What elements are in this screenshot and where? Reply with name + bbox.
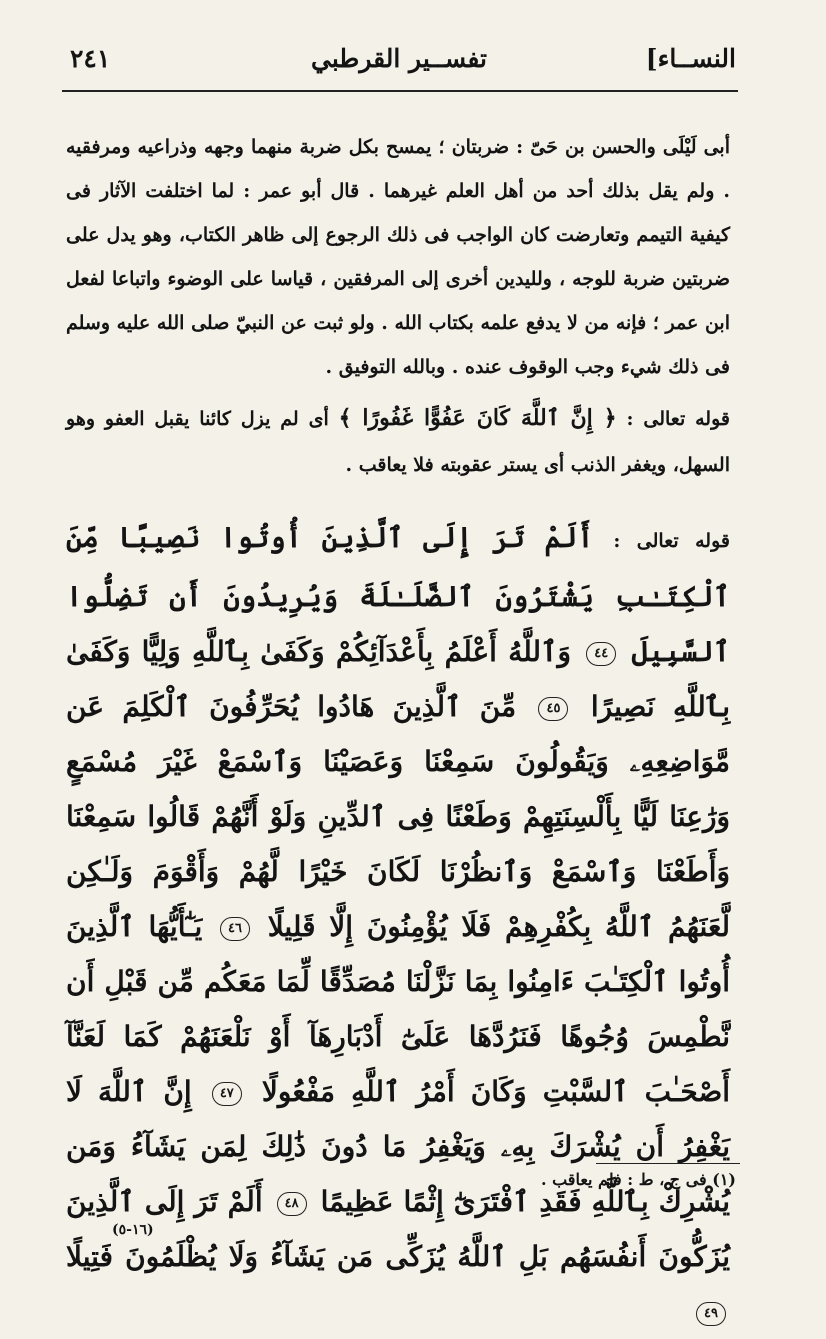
verse-number-marker: ٤٩ bbox=[696, 1302, 726, 1326]
verse-number-marker: ٤٨ bbox=[277, 1192, 307, 1216]
footnote: (١) فى ج ، ط : فلم يعاقب . bbox=[540, 1170, 736, 1189]
header-divider bbox=[62, 90, 738, 92]
commentary-2-intro: قوله تعالى : bbox=[626, 408, 730, 430]
verse-text: أَلَمْ تَرَ إِلَى ٱلَّذِينَ أُوتُوا نَصِيبًا مِّنَ ٱلْكِتَـٰبِ يَشْتَرُونَ ٱلضَّلَـٰلَةَ وَيُرِيدُونَ أَن تَضِلُّوا ٱلسَّبِيلَ bbox=[66, 521, 731, 668]
printer-signature: (١٦-٥) bbox=[112, 1222, 154, 1238]
verse-number-marker: ٤٧ bbox=[212, 1082, 242, 1106]
verse-text: يَـٰٓأَيُّهَا ٱلَّذِينَ أُوتُوا ٱلْكِتَـٰبَ ءَامِنُوا بِمَا نَزَّلْنَا مُصَدِّقًا لِّمَا مَعَكُم مِّن قَبْلِ أَن نَّطْمِسَ وُجُوهًا فَنَرُدَّهَا عَلَىٰٓ أَدْبَارِهَآ أَوْ نَلْعَنَهُمْ كَمَا لَعَنَّآ أَصْحَـٰبَ ٱلسَّبْتِ وَكَانَ أَمْرُ ٱللَّهِ مَفْعُولًا bbox=[66, 910, 731, 1108]
verse-text: وَٱللَّهُ أَعْلَمُ بِأَعْدَآئِكُمْ وَكَفَىٰ بِٱللَّهِ وَلِيًّا وَكَفَىٰ بِٱللَّهِ نَصِيرًا bbox=[66, 635, 731, 723]
verse-number-marker: ٤٦ bbox=[220, 917, 250, 941]
commentary-2-text: أى لم يزل كائنا يقبل العفو وهو السهل، ويغفر الذنب أى يستر عقوبته فلا يعاقب . bbox=[66, 408, 730, 476]
verses-intro: قوله تعالى : bbox=[613, 530, 730, 552]
verse-text: أَلَمْ تَرَ إِلَى ٱلَّذِينَ يُزَكُّونَ أَنفُسَهُم بَلِ ٱللَّهُ يُزَكِّى مَن يَشَآءُ وَلَا يُظْلَمُونَ فَتِيلًا bbox=[66, 1185, 730, 1273]
book-title: تفســير القرطبي bbox=[311, 44, 487, 73]
verse-text: إِنَّ ٱللَّهَ لَا يَغْفِرُ أَن يُشْرَكَ بِهِۦ وَيَغْفِرُ مَا دُونَ ذَٰلِكَ لِمَن يَشَآءُ وَمَن يُشْرِكْ بِٱللَّهِ فَقَدِ ٱفْتَرَىٰٓ إِثْمًا عَظِيمًا bbox=[66, 1075, 731, 1218]
commentary-paragraph-2 bbox=[66, 395, 730, 488]
quran-quote: ﴿ إِنَّ ٱللَّهَ كَانَ عَفُوًّا غَفُورًا ﴾ bbox=[338, 405, 617, 431]
verse-number-marker: ٤٥ bbox=[538, 697, 568, 721]
surah-name: النســاء] bbox=[645, 44, 736, 73]
commentary-paragraph-1: أبى لَيْلَى والحسن بن حَىّ : ضربتان ؛ يمسح بكل ضربة منهما وجهه وذراعيه ومرفقيه . ولم يقل بذلك أحد من أهل العلم غيرهما . قال أبو عمر : لما اختلفت الآثار فى كيفية التيمم وتعارضت كان الواجب فى ذلك الرجوع إلى ظاهر الكتاب، وهو يدل على ضربتين ضربة للوجه ، ولليدين أخرى إلى المرفقين ، قياسا على الوضوء واتباعا لفعل ابن عمر ؛ فإنه من لا يدفع علمه بكتاب الله . ولو ثبت عن النبيّ صلى الله عليه وسلم فى ذلك شيء وجب الوقوف عنده . وبالله التوفيق . bbox=[66, 136, 730, 378]
page-header bbox=[62, 38, 736, 86]
footnote-divider bbox=[596, 1163, 740, 1164]
quran-verses bbox=[66, 510, 730, 1339]
verse-text: مِّنَ ٱلَّذِينَ هَادُوا يُحَرِّفُونَ ٱلْكَلِمَ عَن مَّوَاضِعِهِۦ وَيَقُولُونَ سَمِعْنَا وَعَصَيْنَا وَٱسْمَعْ غَيْرَ مُسْمَعٍ وَرَٰعِنَا لَيًّا بِأَلْسِنَتِهِمْ وَطَعْنًا فِى ٱلدِّينِ وَلَوْ أَنَّهُمْ قَالُوا سَمِعْنَا وَأَطَعْنَا وَٱسْمَعْ وَٱنظُرْنَا لَكَانَ خَيْرًا لَّهُمْ وَأَقْوَمَ وَلَـٰكِن لَّعَنَهُمُ ٱللَّهُ بِكُفْرِهِمْ فَلَا يُؤْمِنُونَ إِلَّا قَلِيلًا bbox=[66, 690, 730, 943]
page-body bbox=[66, 125, 730, 1339]
verse-number-marker: ٤٤ bbox=[586, 642, 616, 666]
page-number: ٢٤١ bbox=[70, 44, 111, 73]
